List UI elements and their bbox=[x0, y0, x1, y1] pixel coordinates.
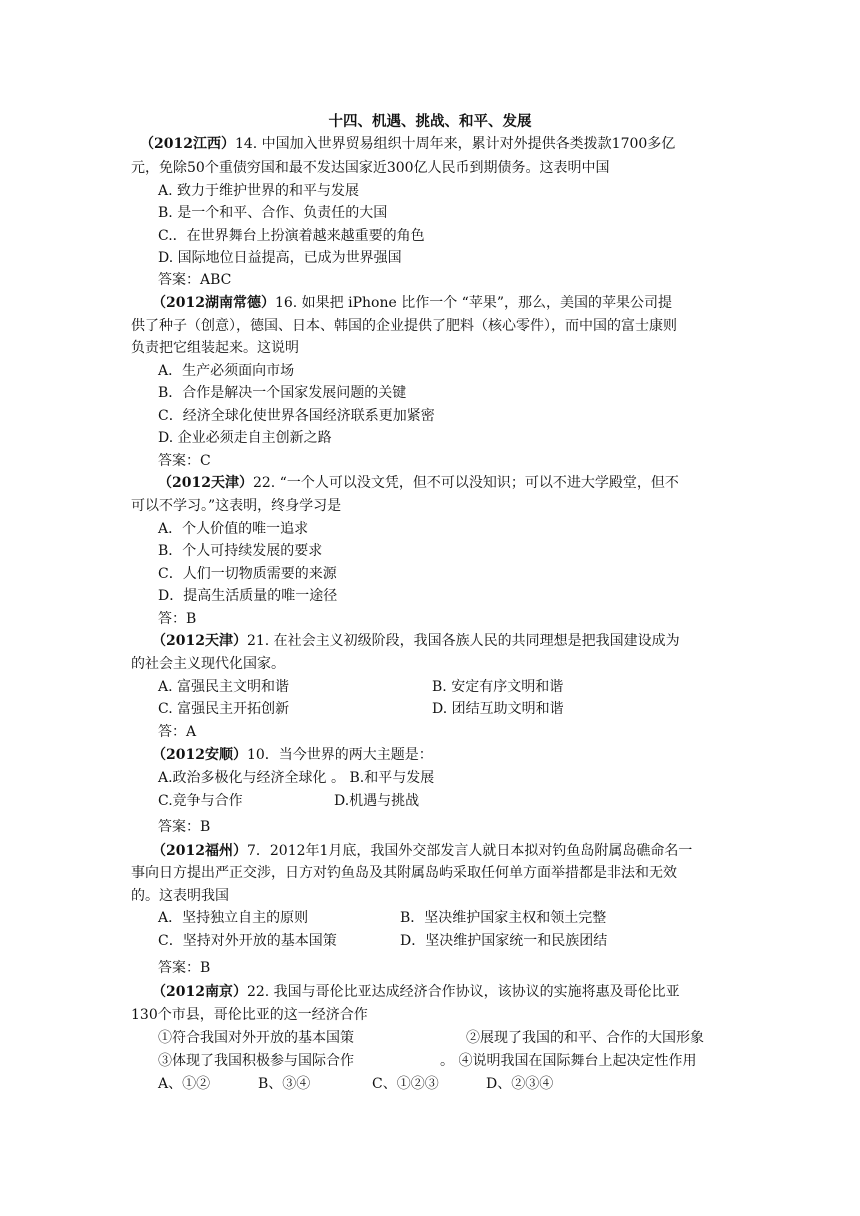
question-stem: 22. 我国与哥伦比亚达成经济合作协议，该协议的实施将惠及哥伦比亚 bbox=[246, 984, 680, 1000]
question-source: （2012福州） bbox=[152, 843, 247, 859]
option-b: B、③④ bbox=[258, 1076, 311, 1092]
answer: 答：B bbox=[158, 611, 197, 627]
question-stem: 供了种子（创意），德国、日本、韩国的企业提供了肥料（核心零件），而中国的富士康则 bbox=[131, 318, 677, 334]
question-source: （2012天津） bbox=[152, 633, 247, 649]
option-c: C．经济全球化使世界各国经济联系更加紧密 bbox=[158, 408, 435, 424]
question-2-first-line bbox=[152, 293, 672, 313]
option-d: D. 团结互助文明和谐 bbox=[432, 701, 564, 717]
page-title: 十四、机遇、挑战、和平、发展 bbox=[328, 113, 532, 130]
option-a: A、①② bbox=[158, 1076, 211, 1092]
answer: 答案：B bbox=[158, 819, 211, 835]
statement-1: ①符合我国对外开放的基本国策 bbox=[158, 1030, 354, 1046]
question-stem: 14. 中国加入世界贸易组织十周年来，累计对外提供各类拨款1700多亿 bbox=[234, 136, 676, 152]
question-stem: 130个市县，哥伦比亚的这一经济合作 bbox=[131, 1007, 368, 1023]
answer: 答案：B bbox=[158, 960, 211, 976]
question-1-first-line bbox=[140, 134, 675, 154]
question-stem: 的。这表明我国 bbox=[131, 888, 229, 904]
option-c: C. 富强民主开拓创新 bbox=[158, 701, 290, 717]
option-d: D. 企业必须走自主创新之路 bbox=[158, 430, 332, 446]
option-b: B. 安定有序文明和谐 bbox=[432, 679, 564, 695]
question-6-first-line bbox=[152, 841, 692, 861]
question-stem: 22. “一个人可以没文凭，但不可以没知识；可以不进大学殿堂，但不 bbox=[252, 475, 679, 491]
option-b: B．坚决维护国家主权和领土完整 bbox=[400, 910, 607, 926]
question-stem: 事向日方提出严正交涉，日方对钓鱼岛及其附属岛屿采取任何单方面举措都是非法和无效 bbox=[131, 865, 677, 881]
option-d: D. 国际地位日益提高，已成为世界强国 bbox=[158, 250, 402, 266]
question-3-first-line bbox=[158, 473, 679, 493]
statement-2: ②展现了我国的和平、合作的大国形象 bbox=[466, 1030, 704, 1046]
option-c: C.．在世界舞台上扮演着越来越重要的角色 bbox=[158, 228, 425, 244]
question-source: （2012安顺） bbox=[152, 747, 247, 763]
option-c: C．人们一切物质需要的来源 bbox=[158, 566, 337, 582]
question-stem: 7．2012年1月底，我国外交部发言人就日本拟对钓鱼岛附属岛礁命名一 bbox=[246, 843, 693, 859]
question-4-first-line bbox=[152, 631, 680, 651]
option-d: D．提高生活质量的唯一途径 bbox=[158, 588, 338, 604]
option-b: B．合作是解决一个国家发展问题的关键 bbox=[158, 385, 407, 401]
option-d: D．坚决维护国家统一和民族团结 bbox=[400, 933, 608, 949]
question-source: （2012天津） bbox=[158, 475, 253, 491]
option-a: A. 致力于维护世界的和平与发展 bbox=[158, 183, 360, 199]
question-stem: 元，免除50个重债穷国和最不发达国家近300亿人民币到期债务。这表明中国 bbox=[131, 160, 610, 176]
answer: 答案：C bbox=[158, 453, 211, 469]
option-a: A．坚持独立自主的原则 bbox=[158, 910, 309, 926]
option-a-b: A.政治多极化与经济全球化 。 B.和平与发展 bbox=[158, 770, 435, 786]
question-source: （2012湖南常德） bbox=[152, 295, 275, 311]
option-d: D.机遇与挑战 bbox=[334, 793, 420, 809]
question-stem: 可以不学习。”这表明，终身学习是 bbox=[131, 498, 342, 514]
option-d: D、②③④ bbox=[486, 1076, 554, 1092]
option-a: A．生产必须面向市场 bbox=[158, 363, 295, 379]
option-b: B. 是一个和平、合作、负责任的大国 bbox=[158, 205, 388, 221]
question-5-first-line bbox=[152, 745, 433, 765]
answer: 答：A bbox=[158, 724, 197, 740]
option-a: A. 富强民主文明和谐 bbox=[158, 679, 290, 695]
option-c: C．坚持对外开放的基本国策 bbox=[158, 933, 337, 949]
question-stem: 16. 如果把 iPhone 比作一个 “苹果”，那么，美国的苹果公司提 bbox=[274, 295, 672, 311]
statement-3: ③体现了我国积极参与国际合作 bbox=[158, 1053, 354, 1069]
question-source: （2012江西） bbox=[140, 136, 235, 152]
option-c: C、①②③ bbox=[372, 1076, 439, 1092]
option-c: C.竞争与合作 bbox=[158, 793, 243, 809]
answer: 答案：ABC bbox=[158, 272, 232, 288]
question-source: （2012南京） bbox=[152, 984, 247, 1000]
question-stem: 负责把它组装起来。这说明 bbox=[131, 340, 299, 356]
question-stem: 21. 在社会主义初级阶段，我国各族人民的共同理想是把我国建设成为 bbox=[246, 633, 680, 649]
option-a: A．个人价值的唯一追求 bbox=[158, 521, 309, 537]
question-stem: 10．当今世界的两大主题是： bbox=[246, 747, 433, 763]
question-7-first-line bbox=[152, 982, 680, 1002]
question-stem: 的社会主义现代化国家。 bbox=[131, 656, 285, 672]
option-b: B．个人可持续发展的要求 bbox=[158, 543, 323, 559]
statement-4: 。 ④说明我国在国际舞台上起决定性作用 bbox=[440, 1053, 697, 1069]
